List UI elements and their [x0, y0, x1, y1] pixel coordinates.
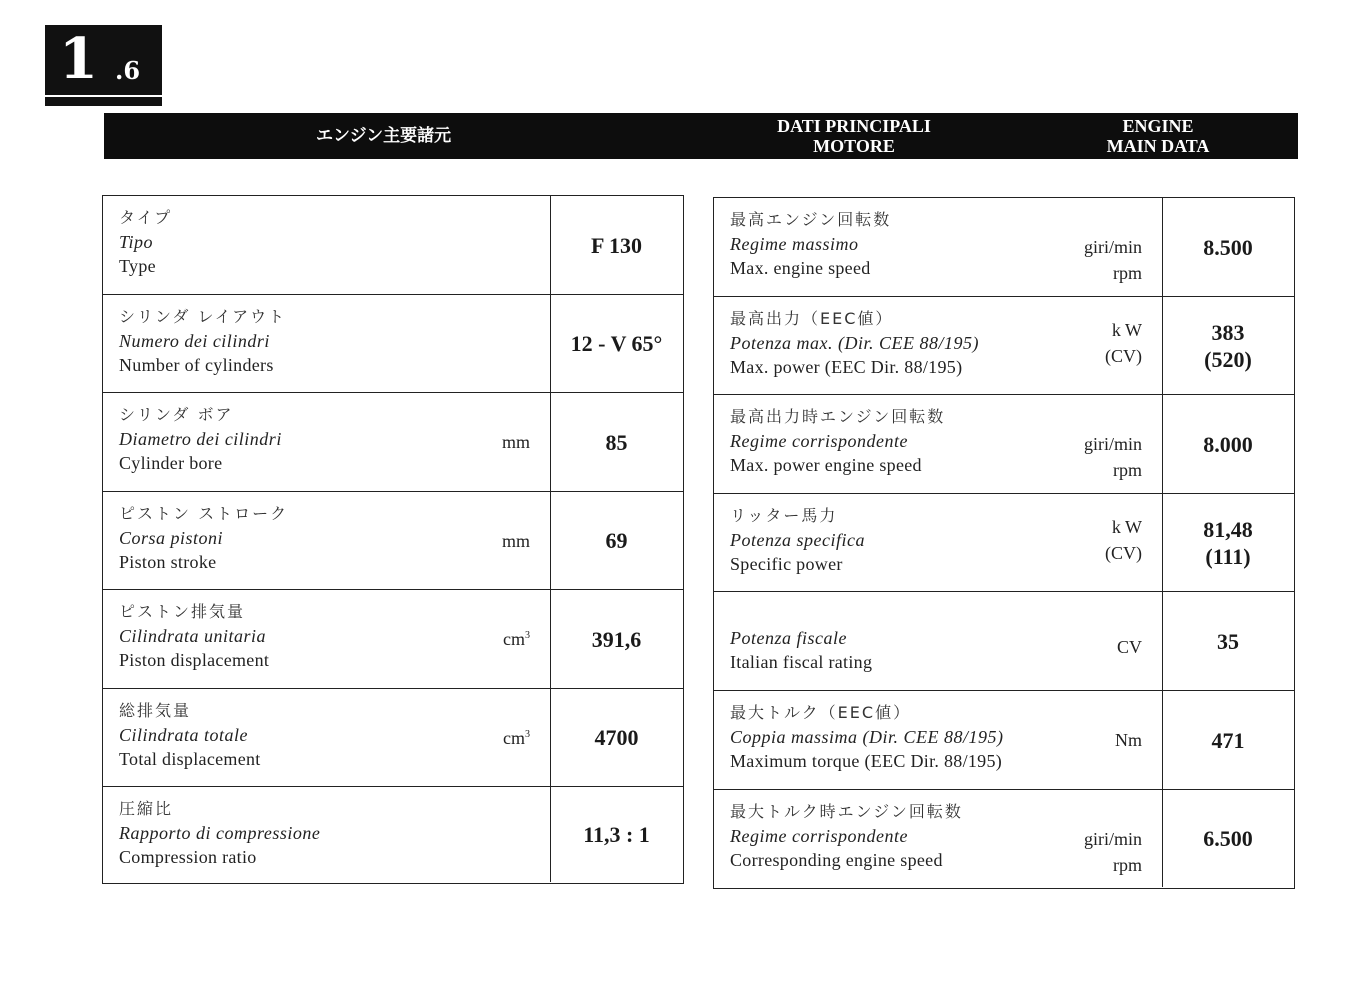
- unit-label: [503, 725, 530, 751]
- spec-row-max-engine-speed: [714, 198, 1294, 297]
- spec-row-fiscal-rating: [714, 592, 1294, 691]
- label-english: Maximum torque (EEC Dir. 88/195): [730, 751, 1003, 771]
- label-italian: Potenza fiscale: [730, 628, 847, 648]
- label-italian: Corsa pistoni: [119, 528, 224, 548]
- spec-row-max-torque-speed: [714, 790, 1294, 887]
- unit-text: cm: [503, 629, 525, 649]
- unit-primary: giri/min: [1084, 829, 1142, 849]
- spec-value: 471: [1211, 727, 1245, 753]
- label-english: Max. power (EEC Dir. 88/195): [730, 357, 963, 377]
- unit-label: [503, 626, 530, 652]
- spec-value-cell: [1162, 494, 1294, 591]
- spec-value-cell: [1162, 198, 1294, 296]
- unit-label: [1084, 431, 1142, 483]
- spec-row-type: [103, 196, 683, 295]
- spec-value: F 130: [590, 232, 643, 258]
- label-english: Type: [119, 256, 156, 276]
- title-italian-line2: MOTORE: [813, 136, 895, 156]
- title-header-bar: [104, 113, 1298, 159]
- label-japanese: 最高エンジン回転数: [730, 210, 892, 229]
- label-italian: Coppia massima (Dir. CEE 88/195): [730, 727, 1004, 747]
- spec-description-cell: [103, 196, 551, 294]
- label-english: Max. power engine speed: [730, 455, 922, 475]
- unit-primary: giri/min: [1084, 434, 1142, 454]
- label-english: Max. engine speed: [730, 258, 871, 278]
- label-japanese: シリンダ ボア: [119, 405, 234, 424]
- unit-label: [1084, 234, 1142, 286]
- label-italian: Potenza specifica: [730, 530, 865, 550]
- unit-label: [502, 429, 530, 455]
- section-number-badge: [45, 25, 162, 95]
- unit-label: [1117, 634, 1142, 660]
- label-italian: Diametro dei cilindri: [119, 429, 282, 449]
- spec-row-cylinders: [103, 295, 683, 393]
- label-italian: Tipo: [119, 232, 154, 252]
- spec-description-cell: [103, 689, 551, 786]
- unit-primary: CV: [1116, 637, 1142, 657]
- spec-value-cell: [1162, 790, 1294, 887]
- label-japanese: 総排気量: [119, 701, 192, 720]
- unit-text: mm: [501, 432, 530, 452]
- unit-primary: k W: [1111, 517, 1142, 537]
- section-major-number: 1: [59, 26, 98, 92]
- unit-secondary: (CV): [1105, 543, 1142, 563]
- label-english: Corresponding engine speed: [730, 850, 943, 870]
- unit-primary: giri/min: [1084, 237, 1142, 257]
- spec-value: 4700: [594, 725, 639, 750]
- spec-value: 85: [605, 429, 628, 455]
- label-japanese: タイプ: [119, 208, 173, 227]
- label-italian: Numero dei cilindri: [119, 331, 270, 351]
- label-japanese: リッター馬力: [730, 506, 838, 525]
- label-japanese: [730, 602, 872, 626]
- spec-value-cv: (520): [1204, 346, 1252, 372]
- spec-value-cell: [1162, 691, 1294, 789]
- spec-row-piston-displacement: [103, 590, 683, 689]
- unit-secondary: rpm: [1113, 460, 1142, 480]
- title-english: [1058, 116, 1258, 156]
- label-italian: Regime corrispondente: [730, 431, 908, 451]
- unit-text: cm: [503, 728, 525, 748]
- spec-description-cell: [714, 790, 1163, 887]
- spec-description-cell: [103, 492, 551, 589]
- unit-superscript: 3: [525, 630, 530, 641]
- label-japanese: 最大トルク時エンジン回転数: [730, 802, 963, 821]
- label-italian: Regime massimo: [730, 234, 859, 254]
- spec-row-total-displacement: [103, 689, 683, 787]
- unit-label: [502, 528, 530, 554]
- spec-value: 69: [605, 528, 628, 553]
- spec-value: 6.500: [1203, 826, 1253, 851]
- unit-label: [1084, 826, 1142, 878]
- title-english-line2: MAIN DATA: [1106, 136, 1210, 156]
- title-italian: [744, 116, 964, 156]
- spec-value-cell: [1162, 592, 1294, 690]
- spec-value-cv: (111): [1205, 543, 1251, 569]
- spec-value-cell: [1162, 395, 1294, 493]
- label-english: Total displacement: [119, 749, 261, 769]
- unit-secondary: rpm: [1113, 263, 1142, 283]
- unit-label: [1115, 727, 1142, 753]
- spec-value: 11,3 : 1: [583, 822, 650, 847]
- label-english: Compression ratio: [119, 847, 257, 867]
- spec-value: 391,6: [591, 626, 642, 652]
- spec-description-cell: [103, 295, 551, 392]
- label-japanese: ピストン ストローク: [119, 504, 289, 523]
- spec-description-cell: [103, 590, 551, 688]
- label-english: Number of cylinders: [119, 355, 274, 375]
- spec-description-cell: [714, 592, 1163, 690]
- spec-row-max-power: [714, 297, 1294, 395]
- spec-description-cell: [714, 691, 1163, 789]
- label-english: Specific power: [730, 554, 843, 574]
- spec-row-max-torque: [714, 691, 1294, 790]
- section-underline: [45, 97, 162, 106]
- title-japanese: エンジン主要諸元: [316, 126, 452, 146]
- spec-description-cell: [714, 395, 1163, 493]
- spec-description-cell: [103, 787, 551, 882]
- label-japanese: 最高出力時エンジン回転数: [730, 407, 946, 426]
- label-italian: Cilindrata unitaria: [119, 626, 267, 646]
- spec-value: 8.000: [1203, 431, 1253, 457]
- title-italian-line1: DATI PRINCIPALI: [777, 116, 931, 136]
- label-english: Piston displacement: [119, 650, 270, 670]
- label-japanese: ピストン排気量: [119, 602, 246, 621]
- label-italian: Rapporto di compressione: [119, 823, 321, 843]
- spec-row-max-power-speed: [714, 395, 1294, 494]
- spec-value: 12 - V 65°: [570, 331, 663, 356]
- spec-value-kw: 383: [1211, 319, 1245, 345]
- engine-spec-table-right: [713, 197, 1295, 889]
- spec-description-cell: [103, 393, 551, 491]
- spec-value-kw: 81,48: [1203, 516, 1253, 542]
- spec-row-compression-ratio: [103, 787, 683, 882]
- label-japanese: シリンダ レイアウト: [119, 307, 287, 326]
- engine-spec-table-left: [102, 195, 684, 884]
- label-japanese: 圧縮比: [119, 799, 174, 818]
- spec-value: 8.500: [1203, 234, 1253, 260]
- label-italian: Regime corrispondente: [730, 826, 908, 846]
- label-japanese: 最大トルク（EEC値）: [730, 703, 912, 722]
- spec-description-cell: [714, 297, 1163, 394]
- unit-secondary: (CV): [1105, 346, 1142, 366]
- unit-text: mm: [501, 531, 530, 551]
- section-minor-number: .6: [115, 56, 141, 85]
- unit-superscript: 3: [525, 729, 530, 740]
- unit-label: [1105, 514, 1142, 566]
- spec-value: 35: [1217, 628, 1239, 654]
- label-english: Cylinder bore: [119, 453, 223, 473]
- title-english-line1: ENGINE: [1122, 116, 1194, 136]
- spec-value-cell: [1162, 297, 1294, 394]
- spec-description-cell: [714, 494, 1163, 591]
- unit-secondary: rpm: [1113, 855, 1142, 875]
- unit-primary: Nm: [1115, 730, 1142, 750]
- label-italian: Potenza max. (Dir. CEE 88/195): [730, 333, 979, 353]
- spec-row-stroke: [103, 492, 683, 590]
- spec-row-bore: [103, 393, 683, 492]
- label-japanese: 最高出力（EEC値）: [730, 309, 894, 328]
- label-english: Italian fiscal rating: [730, 652, 873, 672]
- unit-primary: k W: [1111, 320, 1142, 340]
- spec-description-cell: [714, 198, 1163, 296]
- spec-row-specific-power: [714, 494, 1294, 592]
- label-italian: Cilindrata totale: [119, 725, 249, 745]
- label-english: Piston stroke: [119, 552, 217, 572]
- unit-label: [1105, 317, 1142, 369]
